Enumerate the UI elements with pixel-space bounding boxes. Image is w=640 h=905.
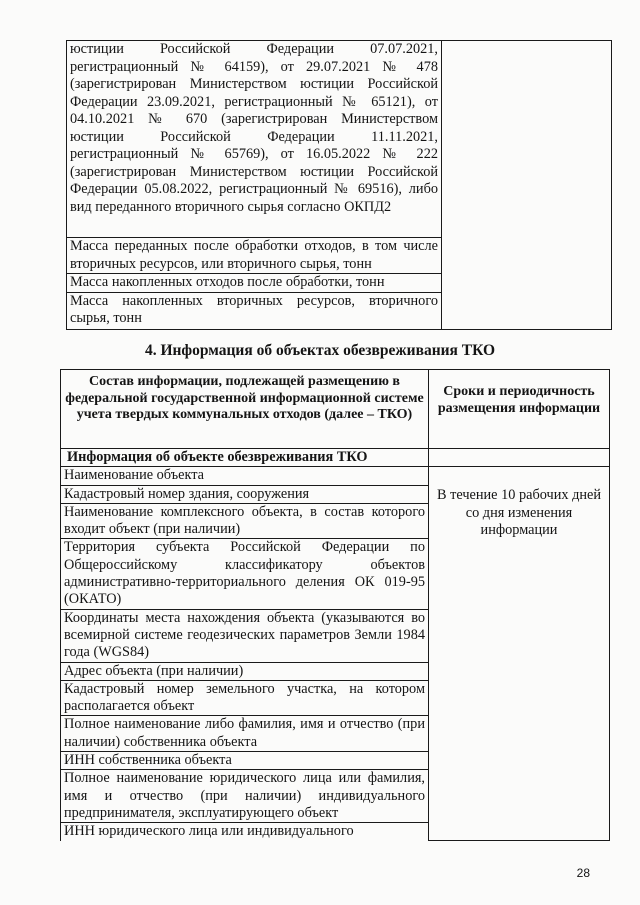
table-subheader-row <box>61 449 610 467</box>
table-cell: Масса накопленных вторичных ресурсов, вторичного сырья, тонн <box>67 292 442 329</box>
table-cell: Территория субъекта Российской Федерации по Общероссийскому классификатору объектов административно-территориального деления ОК 019-95 (ОКАТО) <box>61 539 429 609</box>
table-cell: Координаты места нахождения объекта (указываются во всемирной системе геодезических параметров Земли 1984 года (WGS84) <box>61 609 429 662</box>
table-cell: юстиции Российской Федерации 07.07.2021, регистрационный № 64159), от 29.07.2021 № 478 (зарегистрирован Министерством юстиции Российской Федерации 23.09.2021, регистрационный № 65121), от 04.10.2021 № 670 (зарегистрирован Министерством юстиции Российской Федерации 11.11.2021, регистрационный № 65769), от 16.05.2022 № 222 (зарегистрирован Министерством юстиции Российской Федерации 05.08.2022, регистрационный № 69516), либо вид переданного вторичного сырья согласно ОКПД2 <box>67 41 442 238</box>
table-cell: Масса накопленных отходов после обработки, тонн <box>67 274 442 293</box>
table-cell: ИНН юридического лица или индивидуального <box>61 823 429 841</box>
table-cell: Полное наименование либо фамилия, имя и отчество (при наличии) собственника объекта <box>61 716 429 752</box>
table-row <box>61 467 610 485</box>
table-row <box>67 41 612 238</box>
table-cell: Адрес объекта (при наличии) <box>61 662 429 680</box>
table-cell: Масса переданных после обработки отходов, в том числе вторичных ресурсов, или вторичного сырья, тонн <box>67 238 442 274</box>
page-number: 28 <box>576 866 590 880</box>
table-header-row <box>61 370 610 449</box>
subheader-cell: Информация об объекте обезвреживания ТКО <box>61 449 429 467</box>
deadline-cell: В течение 10 рабочих дней со дня изменения информации <box>429 467 610 841</box>
table-cell: Кадастровый номер земельного участка, на котором располагается объект <box>61 680 429 716</box>
table-cell: ИНН собственника объекта <box>61 752 429 770</box>
section-heading: 4. Информация об объектах обезвреживания ТКО <box>144 342 496 359</box>
empty-cell <box>429 449 610 467</box>
table-cell: Кадастровый номер здания, сооружения <box>61 485 429 503</box>
disposal-objects-table <box>60 369 610 841</box>
continuation-table <box>66 40 612 330</box>
header-deadlines: Сроки и периодичность размещения информации <box>429 370 610 449</box>
table-cell: Наименование комплексного объекта, в состав которого входит объект (при наличии) <box>61 503 429 539</box>
table-cell: Полное наименование юридического лица или фамилия, имя и отчество (при наличии) индивидуального предпринимателя, эксплуатирующего объект <box>61 770 429 823</box>
table-cell: Наименование объекта <box>61 467 429 485</box>
empty-cell <box>442 41 612 330</box>
header-composition: Состав информации, подлежащей размещению в федеральной государственной информационной системе учета твердых коммунальных отходов (далее – ТКО) <box>61 370 429 449</box>
